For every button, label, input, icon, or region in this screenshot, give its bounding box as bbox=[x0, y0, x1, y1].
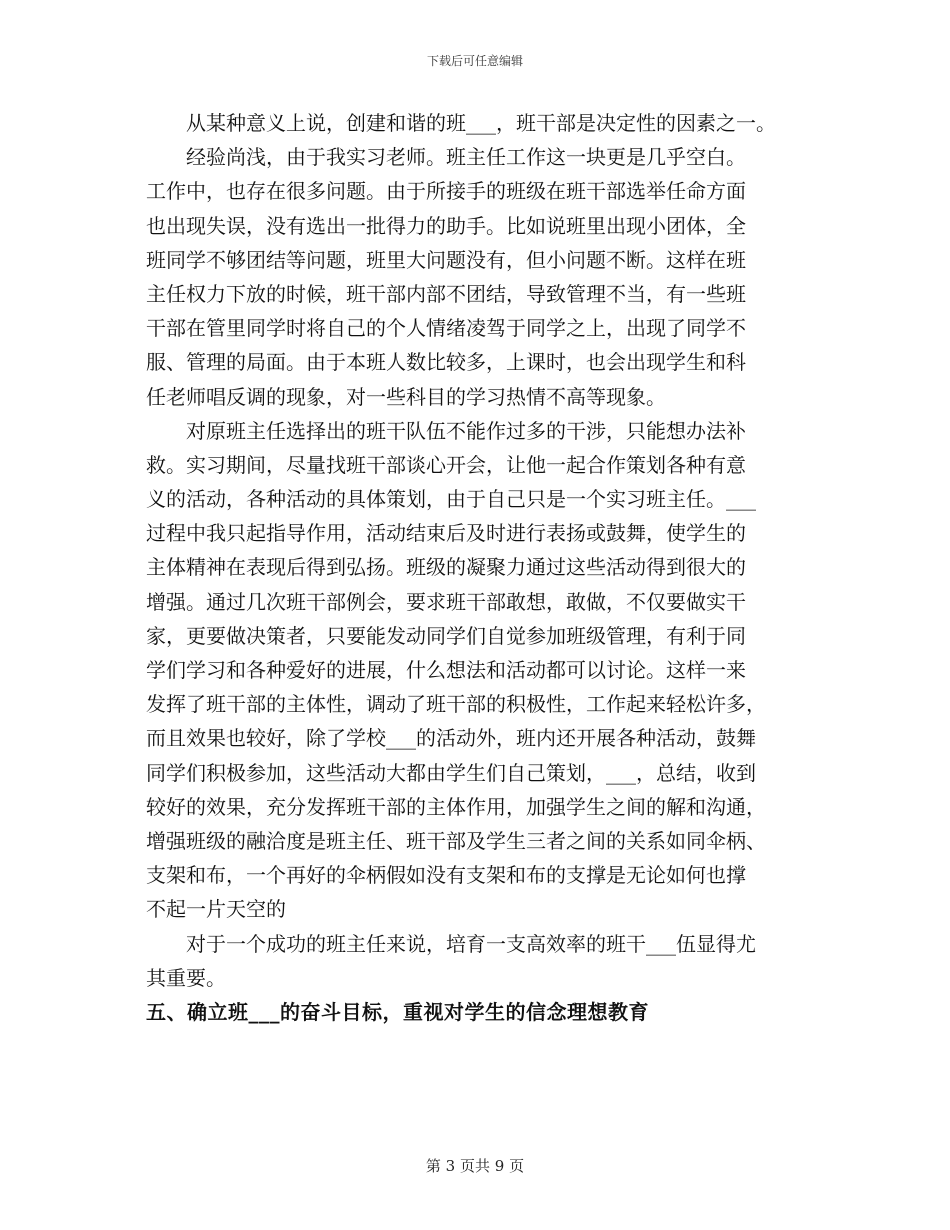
paragraph-line: 增强。通过几次班干部例会，要求班干部敢想，敢做，不仅要做实干 bbox=[146, 589, 746, 614]
paragraph-line: 而且效果也较好，除了学校___的活动外，班内还开展各种活动，鼓舞 bbox=[146, 726, 756, 751]
paragraph-line: 义的活动，各种活动的具体策划，由于自己只是一个实习班主任。___ bbox=[146, 487, 756, 512]
paragraph-line: 学们学习和各种爱好的进展，什么想法和活动都可以讨论。这样一来 bbox=[146, 658, 746, 682]
paragraph-line: 不起一片天空的 bbox=[146, 897, 286, 922]
paragraph-line: 也出现失误，没有选出一批得力的助手。比如说班里出现小团体，全 bbox=[146, 213, 746, 238]
paragraph-line: 干部在管里同学时将自己的个人情绪凌驾于同学之上，出现了同学不 bbox=[146, 316, 746, 341]
paragraph-line: 经验尚浅，由于我实习老师。班主任工作这一块更是几乎空白。 bbox=[186, 145, 746, 170]
paragraph-line: 主体精神在表现后得到弘扬。班级的凝聚力通过这些活动得到很大的 bbox=[146, 555, 746, 580]
paragraph-line: 家，更要做决策者，只要能发动同学们自觉参加班级管理，有利于同 bbox=[146, 623, 746, 648]
paragraph-line: 对原班主任选择出的班干队伍不能作过多的干涉，只能想办法补 bbox=[186, 418, 746, 443]
section-heading: 五、确立班___的奋斗目标，重视对学生的信念理想教育 bbox=[146, 999, 649, 1024]
paragraph-line: 过程中我只起指导作用，活动结束后及时进行表扬或鼓舞，使学生的 bbox=[146, 521, 746, 546]
paragraph-line: 服、管理的局面。由于本班人数比较多，上课时，也会出现学生和科 bbox=[146, 350, 746, 375]
page-header: 下载后可任意编辑 bbox=[426, 54, 523, 68]
paragraph-line: 救。实习期间，尽量找班干部谈心开会，让他一起合作策划各种有意 bbox=[146, 452, 746, 477]
paragraph-line: 其重要。 bbox=[146, 965, 226, 990]
document-body bbox=[146, 106, 816, 1029]
paragraph-line: 较好的效果，充分发挥班干部的主体作用，加强学生之间的解和沟通， bbox=[146, 794, 766, 819]
page-footer: 第 3 页共 9 页 bbox=[425, 1157, 525, 1175]
paragraph-line: 从某种意义上说，创建和谐的班___，班干部是决定性的因素之一。 bbox=[186, 111, 776, 135]
paragraph-line: 发挥了班干部的主体性，调动了班干部的积极性，工作起来轻松许多， bbox=[146, 692, 766, 717]
paragraph-line: 同学们积极参加，这些活动大都由学生们自己策划，___，总结，收到 bbox=[146, 760, 756, 785]
paragraph-line: 任老师唱反调的现象，对一些科目的学习热情不高等现象。 bbox=[146, 384, 666, 409]
paragraph-line: 增强班级的融洽度是班主任、班干部及学生三者之间的关系如同伞柄、 bbox=[146, 828, 766, 853]
paragraph-line: 主任权力下放的时候，班干部内部不团结，导致管理不当，有一些班 bbox=[146, 281, 746, 306]
paragraph-line: 工作中，也存在很多问题。由于所接手的班级在班干部选举任命方面 bbox=[146, 179, 746, 204]
paragraph-line: 对于一个成功的班主任来说，培育一支高效率的班干___伍显得尤 bbox=[186, 931, 756, 956]
paragraph-line: 班同学不够团结等问题，班里大问题没有，但小问题不断。这样在班 bbox=[146, 247, 746, 272]
paragraph-line: 支架和布，一个再好的伞柄假如没有支架和布的支撑是无论如何也撑 bbox=[146, 863, 746, 888]
